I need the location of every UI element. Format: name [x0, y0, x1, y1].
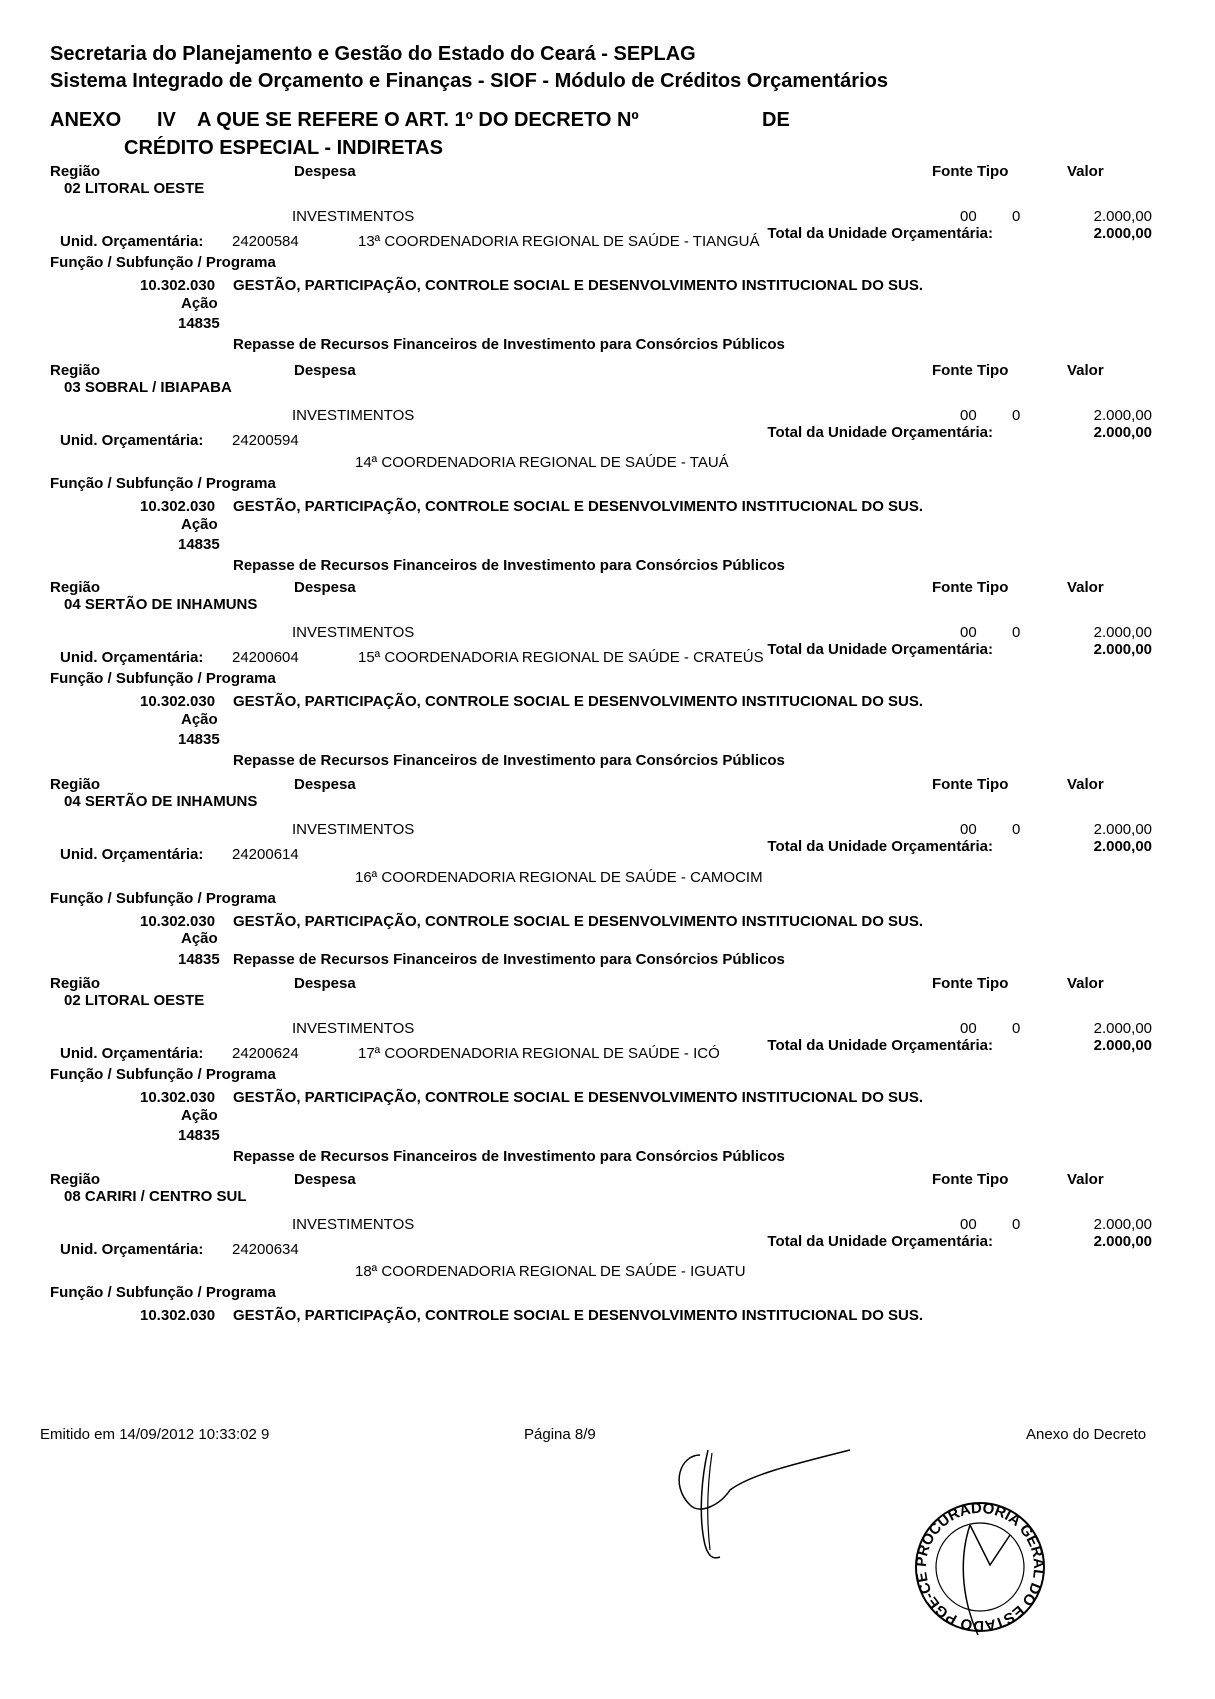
total-unidade-label: Total da Unidade Orçamentária: [767, 424, 993, 441]
regiao-name: 04 SERTÃO DE INHAMUNS [64, 596, 258, 613]
regiao-label: Região [50, 975, 101, 992]
funcao-label: Função / Subfunção / Programa [50, 475, 276, 492]
fonte-tipo-label: Fonte Tipo [932, 1171, 1009, 1188]
footer-emitido: Emitido em 14/09/2012 10:33:02 9 [40, 1426, 270, 1443]
anexo-de: DE [762, 109, 790, 131]
acao-code: 14835 [178, 1127, 220, 1144]
programa-name: GESTÃO, PARTICIPAÇÃO, CONTROLE SOCIAL E DESENVOLVIMENTO INSTITUCIONAL DO SUS. [233, 277, 924, 294]
header-line2: Sistema Integrado de Orçamento e Finanças - SIOF - Módulo de Créditos Orçamentários [50, 70, 888, 92]
svg-text:PROCURADORIA GERAL DO ESTADO P: PROCURADORIA GERAL DO ESTADO PGE-CE [912, 1499, 1048, 1635]
despesa-value: INVESTIMENTOS [292, 1020, 415, 1037]
unid-orc-code: 24200604 [232, 649, 299, 666]
valor-label: Valor [1067, 1171, 1104, 1188]
total-value: 2.000,00 [1093, 1233, 1152, 1250]
funcao-label: Função / Subfunção / Programa [50, 254, 276, 271]
regiao-name: 02 LITORAL OESTE [64, 992, 205, 1009]
fonte-tipo-label: Fonte Tipo [932, 163, 1009, 180]
valor-label: Valor [1067, 776, 1104, 793]
despesa-value: INVESTIMENTOS [292, 624, 415, 641]
tipo-value: 0 [1012, 821, 1021, 838]
funcao-label: Função / Subfunção / Programa [50, 1284, 276, 1301]
acao-code: 14835 [178, 315, 220, 332]
acao-name: Repasse de Recursos Financeiros de Investimento para Consórcios Públicos [233, 951, 785, 968]
regiao-label: Região [50, 1171, 101, 1188]
total-value: 2.000,00 [1093, 225, 1152, 242]
despesa-label: Despesa [294, 776, 356, 793]
programa-name: GESTÃO, PARTICIPAÇÃO, CONTROLE SOCIAL E DESENVOLVIMENTO INSTITUCIONAL DO SUS. [233, 693, 924, 710]
anexo-number: IV [157, 109, 176, 131]
unid-orc-name: 14ª COORDENADORIA REGIONAL DE SAÚDE - TAUÁ [355, 454, 729, 471]
unid-orc-code: 24200634 [232, 1241, 299, 1258]
fonte-value: 00 [960, 1216, 977, 1233]
acao-label: Ação [181, 1107, 218, 1124]
total-unidade-label: Total da Unidade Orçamentária: [767, 838, 993, 855]
regiao-label: Região [50, 579, 101, 596]
acao-code: 14835 [178, 536, 220, 553]
valor-label: Valor [1067, 163, 1104, 180]
anexo-label: ANEXO [50, 109, 122, 131]
despesa-value: INVESTIMENTOS [292, 407, 415, 424]
despesa-label: Despesa [294, 975, 356, 992]
despesa-label: Despesa [294, 362, 356, 379]
acao-name: Repasse de Recursos Financeiros de Investimento para Consórcios Públicos [233, 1148, 785, 1165]
total-unidade-label: Total da Unidade Orçamentária: [767, 1037, 993, 1054]
despesa-label: Despesa [294, 1171, 356, 1188]
total-value: 2.000,00 [1093, 424, 1152, 441]
programa-code: 10.302.030 [140, 913, 216, 930]
valor-value: 2.000,00 [1093, 407, 1152, 424]
acao-name: Repasse de Recursos Financeiros de Investimento para Consórcios Públicos [233, 557, 785, 574]
despesa-label: Despesa [294, 163, 356, 180]
footer-pagina: Página 8/9 [524, 1426, 596, 1443]
unid-orc-name: 15ª COORDENADORIA REGIONAL DE SAÚDE - CRATEÚS [358, 649, 764, 666]
fonte-value: 00 [960, 624, 977, 641]
fonte-tipo-label: Fonte Tipo [932, 975, 1009, 992]
regiao-name: 04 SERTÃO DE INHAMUNS [64, 793, 258, 810]
footer-anexo: Anexo do Decreto [1026, 1426, 1147, 1443]
total-value: 2.000,00 [1093, 838, 1152, 855]
fonte-tipo-label: Fonte Tipo [932, 362, 1009, 379]
unid-orc-name: 18ª COORDENADORIA REGIONAL DE SAÚDE - IGUATU [355, 1263, 746, 1280]
unid-orc-code: 24200614 [232, 846, 299, 863]
valor-label: Valor [1067, 579, 1104, 596]
tipo-value: 0 [1012, 208, 1021, 225]
tipo-value: 0 [1012, 624, 1021, 641]
unid-orc-code: 24200584 [232, 233, 299, 250]
funcao-label: Função / Subfunção / Programa [50, 890, 276, 907]
fonte-tipo-label: Fonte Tipo [932, 579, 1009, 596]
unid-orc-code: 24200594 [232, 432, 299, 449]
despesa-value: INVESTIMENTOS [292, 1216, 415, 1233]
despesa-value: INVESTIMENTOS [292, 208, 415, 225]
total-unidade-label: Total da Unidade Orçamentária: [767, 641, 993, 658]
regiao-label: Região [50, 776, 101, 793]
unid-orc-label: Unid. Orçamentária: [60, 1045, 204, 1062]
programa-name: GESTÃO, PARTICIPAÇÃO, CONTROLE SOCIAL E DESENVOLVIMENTO INSTITUCIONAL DO SUS. [233, 1089, 924, 1106]
unid-orc-name: 16ª COORDENADORIA REGIONAL DE SAÚDE - CAMOCIM [355, 869, 763, 886]
programa-code: 10.302.030 [140, 1089, 216, 1106]
regiao-name: 03 SOBRAL / IBIAPABA [64, 379, 232, 396]
despesa-value: INVESTIMENTOS [292, 821, 415, 838]
fonte-value: 00 [960, 1020, 977, 1037]
acao-code: 14835 [178, 951, 220, 968]
regiao-label: Região [50, 163, 101, 180]
valor-value: 2.000,00 [1093, 624, 1152, 641]
valor-value: 2.000,00 [1093, 821, 1152, 838]
programa-code: 10.302.030 [140, 277, 216, 294]
acao-label: Ação [181, 516, 218, 533]
unid-orc-label: Unid. Orçamentária: [60, 649, 204, 666]
valor-value: 2.000,00 [1093, 1216, 1152, 1233]
anexo-text: A QUE SE REFERE O ART. 1º DO DECRETO Nº [197, 109, 639, 131]
acao-code: 14835 [178, 731, 220, 748]
acao-label: Ação [181, 930, 218, 947]
total-value: 2.000,00 [1093, 1037, 1152, 1054]
regiao-name: 02 LITORAL OESTE [64, 180, 205, 197]
unid-orc-label: Unid. Orçamentária: [60, 1241, 204, 1258]
programa-code: 10.302.030 [140, 693, 216, 710]
unid-orc-label: Unid. Orçamentária: [60, 432, 204, 449]
unid-orc-name: 13ª COORDENADORIA REGIONAL DE SAÚDE - TIANGUÁ [358, 233, 760, 250]
acao-label: Ação [181, 295, 218, 312]
valor-value: 2.000,00 [1093, 208, 1152, 225]
despesa-label: Despesa [294, 579, 356, 596]
signature-image [660, 1445, 860, 1565]
programa-code: 10.302.030 [140, 498, 216, 515]
total-unidade-label: Total da Unidade Orçamentária: [767, 1233, 993, 1250]
programa-name: GESTÃO, PARTICIPAÇÃO, CONTROLE SOCIAL E DESENVOLVIMENTO INSTITUCIONAL DO SUS. [233, 913, 924, 930]
acao-name: Repasse de Recursos Financeiros de Investimento para Consórcios Públicos [233, 336, 785, 353]
acao-label: Ação [181, 711, 218, 728]
seal-stamp-image [900, 1495, 1060, 1645]
programa-name: GESTÃO, PARTICIPAÇÃO, CONTROLE SOCIAL E DESENVOLVIMENTO INSTITUCIONAL DO SUS. [233, 1307, 924, 1324]
programa-name: GESTÃO, PARTICIPAÇÃO, CONTROLE SOCIAL E DESENVOLVIMENTO INSTITUCIONAL DO SUS. [233, 498, 924, 515]
unid-orc-label: Unid. Orçamentária: [60, 846, 204, 863]
tipo-value: 0 [1012, 407, 1021, 424]
valor-label: Valor [1067, 362, 1104, 379]
valor-value: 2.000,00 [1093, 1020, 1152, 1037]
unid-orc-name: 17ª COORDENADORIA REGIONAL DE SAÚDE - ICÓ [358, 1045, 720, 1062]
regiao-label: Região [50, 362, 101, 379]
unid-orc-label: Unid. Orçamentária: [60, 233, 204, 250]
credito-title: CRÉDITO ESPECIAL - INDIRETAS [124, 137, 443, 159]
total-unidade-label: Total da Unidade Orçamentária: [767, 225, 993, 242]
regiao-name: 08 CARIRI / CENTRO SUL [64, 1188, 247, 1205]
header-line1: Secretaria do Planejamento e Gestão do Estado do Ceará - SEPLAG [50, 43, 696, 65]
tipo-value: 0 [1012, 1020, 1021, 1037]
fonte-value: 00 [960, 208, 977, 225]
programa-code: 10.302.030 [140, 1307, 216, 1324]
tipo-value: 0 [1012, 1216, 1021, 1233]
unid-orc-code: 24200624 [232, 1045, 299, 1062]
fonte-value: 00 [960, 407, 977, 424]
funcao-label: Função / Subfunção / Programa [50, 670, 276, 687]
acao-name: Repasse de Recursos Financeiros de Investimento para Consórcios Públicos [233, 752, 785, 769]
total-value: 2.000,00 [1093, 641, 1152, 658]
valor-label: Valor [1067, 975, 1104, 992]
funcao-label: Função / Subfunção / Programa [50, 1066, 276, 1083]
fonte-value: 00 [960, 821, 977, 838]
fonte-tipo-label: Fonte Tipo [932, 776, 1009, 793]
